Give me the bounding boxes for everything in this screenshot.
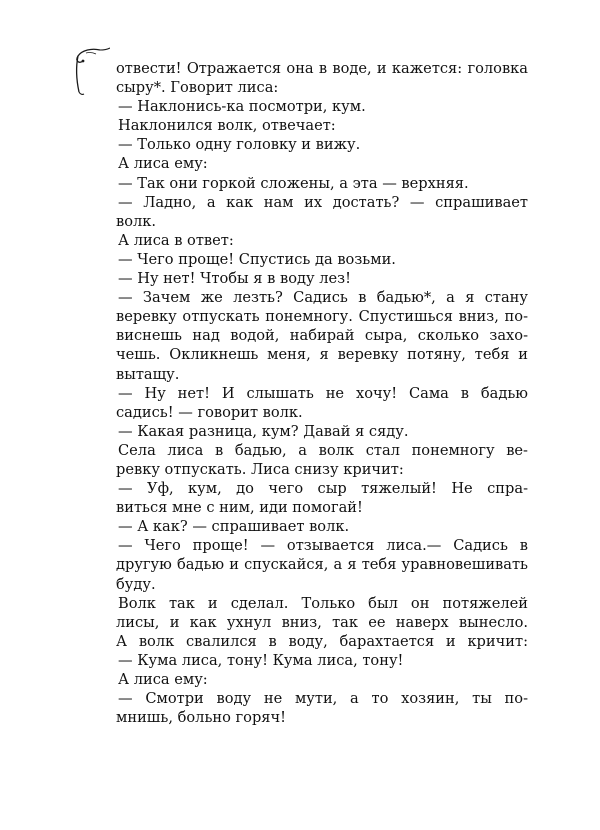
- text-line: А лиса ему:: [118, 155, 208, 173]
- text-line: А волк свалился в воду, барахтается и кричит:: [116, 632, 528, 650]
- text-line: волк.: [116, 212, 157, 230]
- text-line: А лиса в ответ:: [118, 231, 234, 249]
- text-line: вытащу.: [116, 365, 180, 383]
- text-line: Волк так и сделал. Только был он потяжелей: [118, 594, 528, 612]
- corner-flourish-icon: [70, 44, 110, 96]
- text-line: отвести! Отражается она в воде, и кажется: головка: [116, 60, 528, 77]
- text-line: — Чего проще! — отзывается лиса.— Садись в: [118, 537, 528, 555]
- text-line: — Наклонись-ка посмотри, кум.: [118, 98, 366, 116]
- text-line: Села лиса в бадью, а волк стал понемногу ве-: [118, 441, 528, 459]
- text-line: — Ладно, а как нам их достать? — спрашивает: [118, 193, 528, 211]
- text-line: виться мне с ним, иди помогай!: [116, 499, 363, 517]
- text-line: — Чего проще! Спустись да возьми.: [118, 250, 396, 268]
- text-line: буду.: [116, 575, 156, 593]
- text-line: — Какая разница, кум? Давай я сяду.: [118, 422, 409, 440]
- text-line: — Ну нет! И слышать не хочу! Сама в бадью: [118, 384, 528, 402]
- text-line: чешь. Окликнешь меня, я веревку потяну, тебя и: [116, 346, 528, 364]
- text-line: лисы, и как ухнул вниз, так ее наверх вынесло.: [116, 613, 528, 631]
- text-line: — Кума лиса, тону! Кума лиса, тону!: [118, 651, 404, 669]
- text-line: веревку отпускать понемногу. Спустишься вниз, по-: [116, 308, 528, 326]
- text-line: другую бадью и спускайся, а я тебя уравновешивать: [116, 556, 528, 574]
- text-line: ревку отпускать. Лиса снизу кричит:: [116, 460, 404, 478]
- text-line: — А как? — спрашивает волк.: [118, 518, 350, 536]
- text-line: сыру*. Говорит лиса:: [116, 79, 279, 97]
- story-text: [118, 59, 528, 727]
- text-line: А лиса ему:: [118, 671, 208, 688]
- text-line: — Уф, кум, до чего сыр тяжелый! Не спра-: [118, 480, 528, 498]
- text-line: — Так они горкой сложены, а эта — верхняя.: [118, 174, 469, 192]
- text-line: садись! — говорит волк.: [116, 403, 303, 421]
- text-line: виснешь над водой, набирай сыра, сколько захо-: [116, 327, 528, 345]
- text-line: Наклонился волк, отвечает:: [118, 117, 336, 135]
- text-line: — Смотри воду не мути, а то хозяин, ты по-: [118, 690, 528, 708]
- text-line: — Ну нет! Чтобы я в воду лез!: [118, 270, 351, 288]
- text-line: — Зачем же лезть? Садись в бадью*, а я стану: [118, 289, 528, 307]
- text-line: мнишь, больно горяч!: [116, 709, 287, 727]
- text-line: — Только одну головку и вижу.: [118, 136, 361, 154]
